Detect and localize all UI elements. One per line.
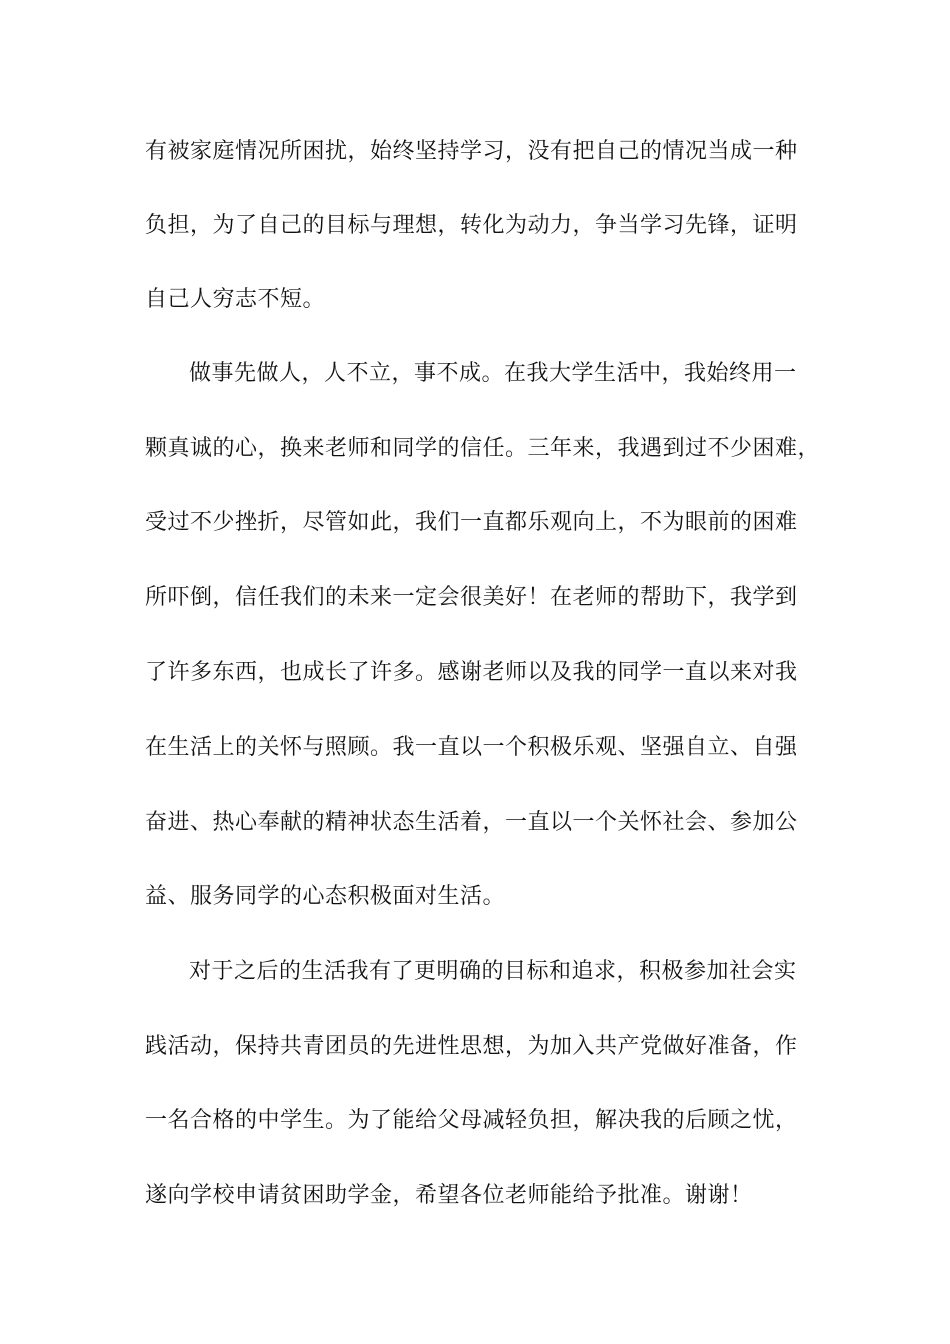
text-line: 在生活上的关怀与照顾。我一直以一个积极乐观、坚强自立、自强: [145, 735, 798, 760]
text-line: 践活动，保持共青团员的先进性思想，为加入共产党做好准备，作: [145, 1034, 798, 1059]
text-line: 负担，为了自己的目标与理想，转化为动力，争当学习先锋，证明: [145, 213, 798, 238]
text-line: 所吓倒，信任我们的未来一定会很美好！在老师的帮助下，我学到: [145, 585, 798, 610]
text-line: 益、服务同学的心态积极面对生活。: [145, 884, 506, 909]
text-line: 受过不少挫折，尽管如此，我们一直都乐观向上，不为眼前的困难: [145, 510, 798, 535]
paragraph-start-line: 做事先做人，人不立，事不成。在我大学生活中，我始终用一: [189, 361, 797, 386]
text-line: 一名合格的中学生。为了能给父母减轻负担，解决我的后顾之忧，: [145, 1108, 798, 1133]
text-line: 颗真诚的心，换来老师和同学的信任。三年来，我遇到过不少困难，: [145, 436, 821, 461]
text-line: 有被家庭情况所困扰，始终坚持学习，没有把自己的情况当成一种: [145, 139, 798, 164]
text-line: 了许多东西，也成长了许多。感谢老师以及我的同学一直以来对我: [145, 660, 798, 685]
paragraph-start-line: 对于之后的生活我有了更明确的目标和追求，积极参加社会实: [189, 959, 797, 984]
text-line: 自己人穷志不短。: [145, 287, 326, 312]
text-line: 奋进、热心奉献的精神状态生活着，一直以一个关怀社会、参加公: [145, 810, 798, 835]
text-line: 遂向学校申请贫困助学金，希望各位老师能给予批准。谢谢！: [145, 1183, 753, 1208]
